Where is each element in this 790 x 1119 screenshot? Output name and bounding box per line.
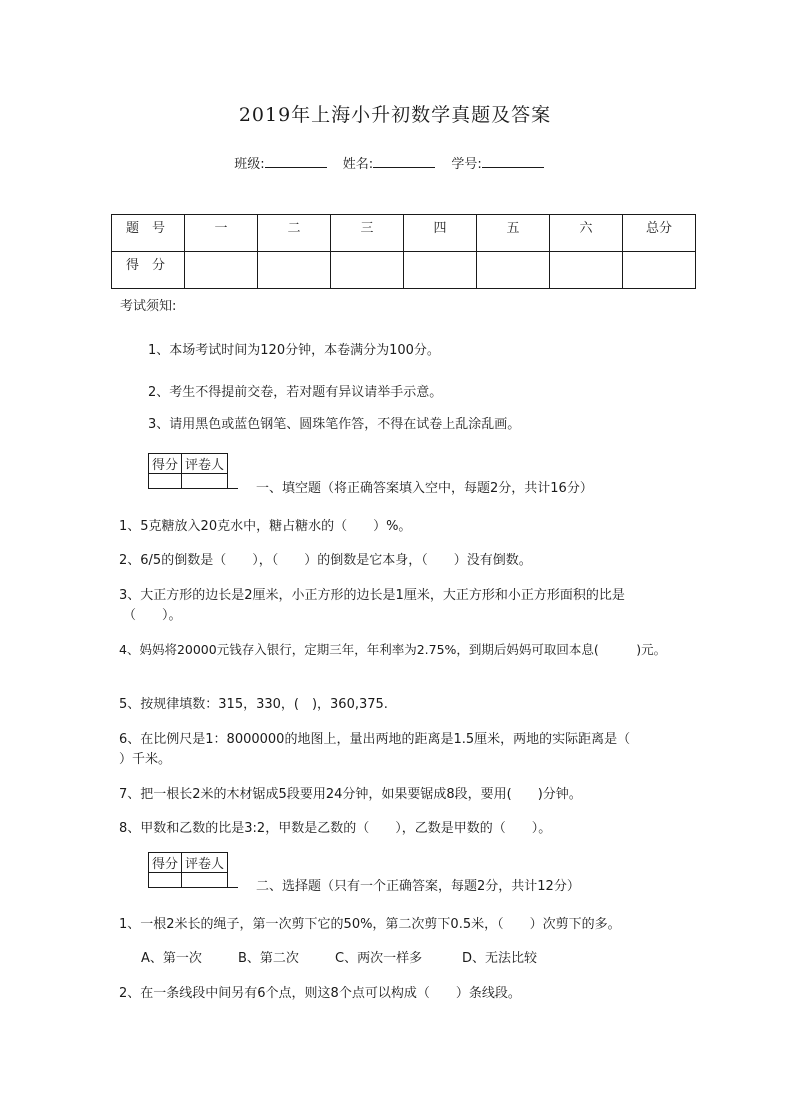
score-col-total: 总分	[623, 215, 696, 252]
name-label: 姓名:	[342, 157, 374, 172]
score-cell	[477, 252, 550, 289]
grader-score-label: 得分	[149, 454, 182, 474]
score-table-row-label: 得 分	[112, 252, 185, 289]
section2-heading: 二、选择题（只有一个正确答案，每题2分，共计12分）	[256, 879, 580, 894]
grader-box	[148, 453, 228, 489]
question-continued: （ ）。	[123, 608, 182, 623]
score-cell	[331, 252, 404, 289]
grader-cell	[182, 873, 228, 888]
notice-item: 1、本场考试时间为120分钟，本卷满分为100分。	[148, 343, 440, 358]
question: 2、6/5的倒数是（ ），（ ）的倒数是它本身，（ ）没有倒数。	[119, 553, 532, 568]
grader-score-label: 得分	[149, 853, 182, 873]
question-continued: ）千米。	[119, 752, 172, 767]
page-title: 2019年上海小升初数学真题及答案	[238, 104, 552, 126]
notice-item: 2、考生不得提前交卷，若对题有异议请举手示意。	[148, 385, 443, 400]
score-table-header-row	[112, 215, 696, 252]
grader-reviewer-label: 评卷人	[182, 853, 228, 873]
question: 4、妈妈将20000元钱存入银行，定期三年，年利率为2.75%，到期后妈妈可取回本息( )元。	[119, 642, 667, 657]
id-label: 学号:	[451, 157, 482, 172]
question: 7、把一根长2米的木材锯成5段要用24分钟，如果要锯成8段，要用( )分钟。	[119, 787, 582, 802]
grader-underline	[148, 887, 238, 888]
score-col-5: 五	[477, 215, 550, 252]
question: 8、甲数和乙数的比是3:2，甲数是乙数的（ ），乙数是甲数的（ ）。	[119, 821, 552, 836]
score-cell	[258, 252, 331, 289]
grader-cell	[149, 873, 182, 888]
score-col-2: 二	[258, 215, 331, 252]
student-info-line	[0, 153, 790, 172]
option-c: C、两次一样多	[335, 951, 423, 966]
score-col-4: 四	[404, 215, 477, 252]
score-table-header-label: 题 号	[112, 215, 185, 252]
class-label: 班级:	[234, 157, 265, 172]
score-cell	[623, 252, 696, 289]
question: 5、按规律填数：315，330，( )，360,375.	[119, 697, 388, 712]
score-col-3: 三	[331, 215, 404, 252]
grader-box	[148, 852, 228, 888]
score-table-score-row	[112, 252, 696, 289]
option-a: A、第一次	[141, 951, 202, 966]
grader-underline	[148, 488, 238, 489]
score-cell	[404, 252, 477, 289]
option-d: D、无法比较	[462, 951, 538, 966]
question: 2、在一条线段中间另有6个点，则这8个点可以构成（ ）条线段。	[119, 986, 521, 1001]
section1-heading: 一、填空题（将正确答案填入空中，每题2分，共计16分）	[256, 481, 593, 496]
id-blank	[482, 155, 544, 168]
score-col-6: 六	[550, 215, 623, 252]
grader-cell	[182, 474, 228, 489]
score-cell	[185, 252, 258, 289]
question: 3、大正方形的边长是2厘米，小正方形的边长是1厘米，大正方形和小正方形面积的比是	[119, 588, 625, 603]
class-blank	[265, 155, 327, 168]
question: 6、在比例尺是1：8000000的地图上，量出两地的距离是1.5厘米，两地的实际距离是（	[119, 732, 631, 747]
question: 1、5克糖放入20克水中，糖占糖水的（ ）%。	[119, 519, 412, 534]
grader-reviewer-label: 评卷人	[182, 454, 228, 474]
notice-item: 3、请用黑色或蓝色钢笔、圆珠笔作答，不得在试卷上乱涂乱画。	[148, 417, 521, 432]
notice-heading: 考试须知:	[120, 299, 177, 314]
score-table	[111, 214, 696, 289]
score-col-1: 一	[185, 215, 258, 252]
name-blank	[373, 155, 435, 168]
score-cell	[550, 252, 623, 289]
question: 1、一根2米长的绳子，第一次剪下它的50%，第二次剪下0.5米，（ ）次剪下的多。	[119, 917, 621, 932]
option-b: B、第二次	[238, 951, 299, 966]
grader-cell	[149, 474, 182, 489]
